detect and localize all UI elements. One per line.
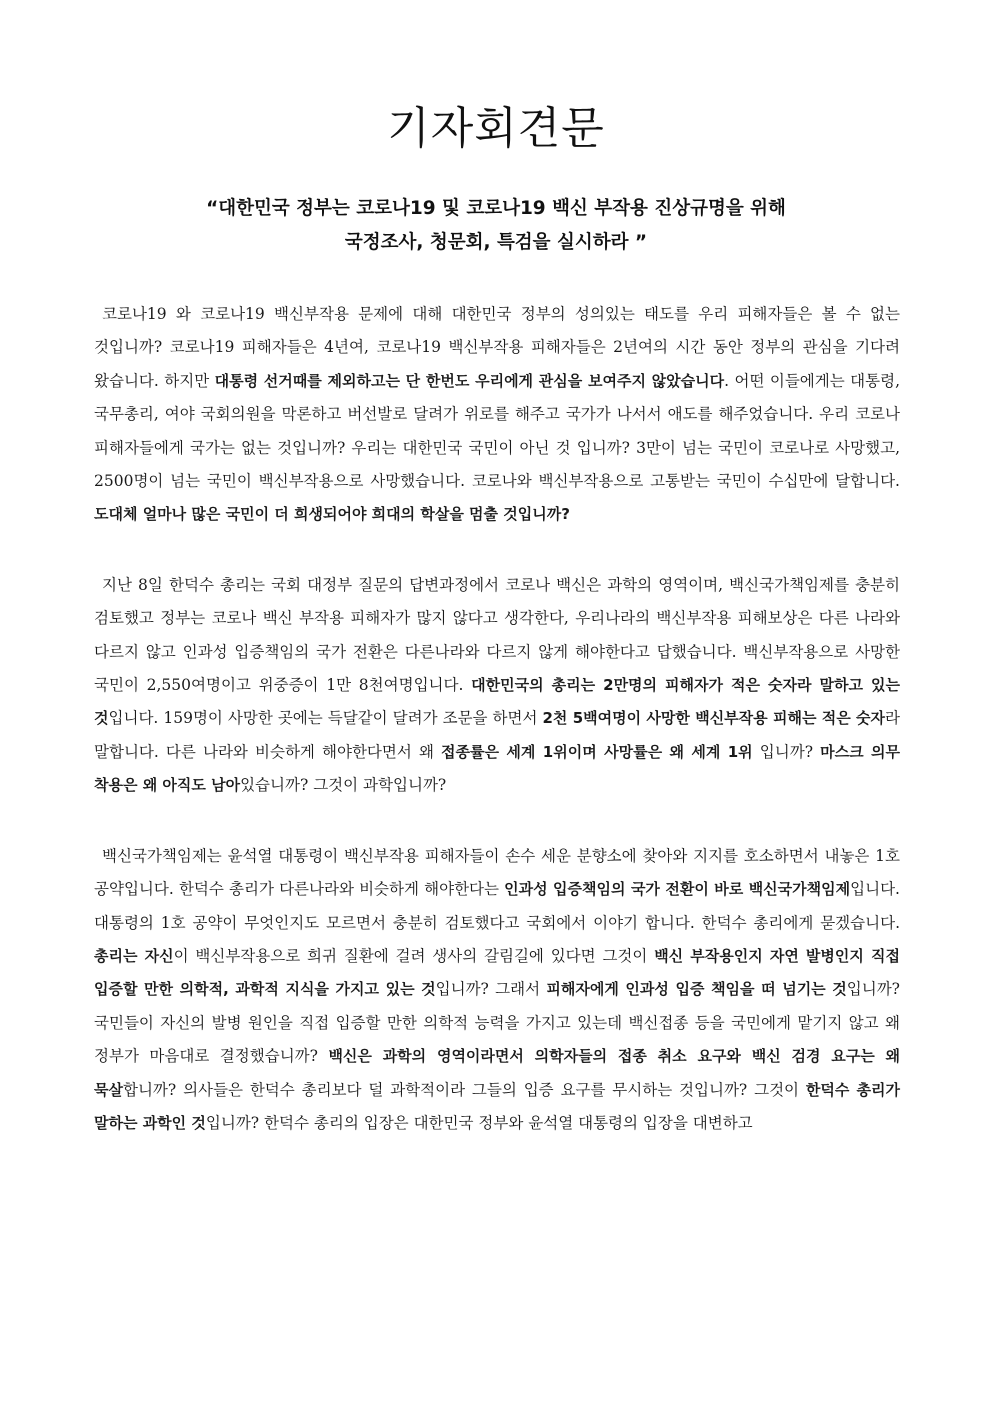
- paragraph-segment: 합니까? 의사들은 한덕수 총리보다 덜 과학적이라 그들의 입증 요구를 무시하는 것입니까? 그것이: [122, 1080, 806, 1099]
- subtitle-line-2: 국정조사, 청문회, 특검을 실시하라 ”: [344, 232, 648, 253]
- paragraph-3: [94, 840, 900, 1141]
- paragraph-emphasis: 백신 부작용인지 자연 발병인지 직접 입증할 만한 의학적, 과학적 지식을 가지고 있는 것: [94, 946, 900, 999]
- paragraph-segment: 있습니까? 그것이 과학입니까?: [240, 776, 447, 795]
- paragraph-emphasis: 도대체 얼마나 많은 국민이 더 희생되어야 희대의 학살을 멈출 것입니까?: [94, 505, 570, 524]
- paragraph-emphasis: 인과성 입증책임의 국가 전환이 바로 백신국가책임제: [504, 880, 851, 899]
- paragraph-1: [94, 298, 900, 532]
- document-subtitle: [96, 192, 896, 260]
- paragraph-emphasis: 마스크 의무 착용은 왜 아직도 남아: [94, 742, 900, 795]
- paragraph-segment: 입니까? 국민들이 자신의 발병 원인을 직접 입증할 만한 의학적 능력을 가지고 있는데 백신접종 등을 국민에게 맡기지 않고 왜 정부가 마음대로 결정했습니까?: [94, 980, 900, 1066]
- paragraph-emphasis: 피해자에게 인과성 입증 책임을 떠 넘기는 것: [546, 980, 847, 999]
- paragraph-segment: 백신국가책임제는 윤석열 대통령이 백신부작용 피해자들이 손수 세운 분향소에 찾아와 지지를 호소하면서 내놓은 1호 공약입니다. 한덕수 총리가 다른나라와 비슷하게 해야한다는: [94, 846, 900, 899]
- paragraph-segment: 입니까? 그래서: [435, 980, 547, 999]
- paragraph-segment: 이 백신부작용으로 희귀 질환에 걸려 생사의 갈림길에 있다면 그것이: [173, 946, 655, 965]
- paragraph-segment: . 어떤 이들에게는 대통령, 국무총리, 여야 국회의원을 막론하고 버선발로 달려가 위로를 해주고 국가가 나서서 애도를 해주었습니다. 우리 코로나 피해자들에게 국가는 없는 것입니까? 우리는 대한민국 국민이 아닌 것 입니까? 3만이 넘는 국민이 코로나로 사망했고, 2500명이 넘는 국민이 백신부작용으로 사망했습니다. 코로나와 백신부작용으로 고통받는 국민이 수십만에 달합니다.: [94, 371, 900, 491]
- paragraph-emphasis: 한덕수 총리가 말하는 과학인 것: [94, 1080, 900, 1132]
- paragraph-emphasis: 대한민국의 총리는 2만명의 피해자가 적은 숫자라 말하고 있는 것: [94, 676, 900, 728]
- subtitle-line-1: “대한민국 정부는 코로나19 및 코로나19 백신 부작용 진상규명을 위해: [206, 198, 786, 219]
- document-body: [94, 298, 900, 1177]
- paragraph-emphasis: 백신은 과학의 영역이라면서 의학자들의 접종 취소 요구와 백신 검경 요구는 왜 묵살: [94, 1047, 900, 1099]
- document-title: 기자회견문: [387, 103, 605, 154]
- paragraph-segment: 입니까?: [752, 742, 821, 761]
- paragraph-segment: 라 말합니다. 다른 나라와 비슷하게 해야한다면서 왜: [94, 709, 900, 761]
- paragraph-segment: 입니까? 한덕수 총리의 입장은 대한민국 정부와 윤석열 대통령의 입장을 대변하고: [205, 1113, 753, 1132]
- paragraph-emphasis: 총리는 자신: [94, 946, 174, 965]
- paragraph-emphasis: 접종률은 세계 1위이며 사망률은 왜 세계 1위: [441, 742, 753, 761]
- paragraph-emphasis: 대통령 선거때를 제외하고는 단 한번도 우리에게 관심을 보여주지 않았습니다: [214, 371, 725, 390]
- paragraph-2: [94, 569, 900, 803]
- paragraph-segment: 지난 8일 한덕수 총리는 국회 대정부 질문의 답변과정에서 코로나 백신은 과학의 영역이며, 백신국가책임제를 충분히 검토했고 정부는 코로나 백신 부작용 피해자가 많지 않다고 생각한다, 우리나라의 백신부작용 피해보상은 다른 나라와 다르지 않고 인과성 입증책임의 국가 전환은 다른나라와 다르지 않게 해야한다고 답했습니다. 백신부작용으로 사망한 국민이 2,550여명이고 위중증이 1만 8천여명입니다.: [94, 575, 900, 695]
- paragraph-segment: 입니다. 159명이 사망한 곳에는 득달같이 달려가 조문을 하면서: [108, 709, 543, 728]
- paragraph-emphasis: 2천 5백여명이 사망한 백신부작용 피해는 적은 숫자: [542, 709, 886, 728]
- paragraph-segment: 입니다. 대통령의 1호 공약이 무엇인지도 모르면서 충분히 검토했다고 국회에서 이야기 합니다. 한덕수 총리에게 묻겠습니다.: [94, 880, 900, 932]
- paragraph-segment: 코로나19 와 코로나19 백신부작용 문제에 대해 대한민국 정부의 성의있는 태도를 우리 피해자들은 볼 수 없는 것입니까? 코로나19 피해자들은 4년여, 코로나19 백신부작용 피해자들은 2년여의 시간 동안 정부의 관심을 기다려 왔습니다. 하지만: [94, 305, 900, 390]
